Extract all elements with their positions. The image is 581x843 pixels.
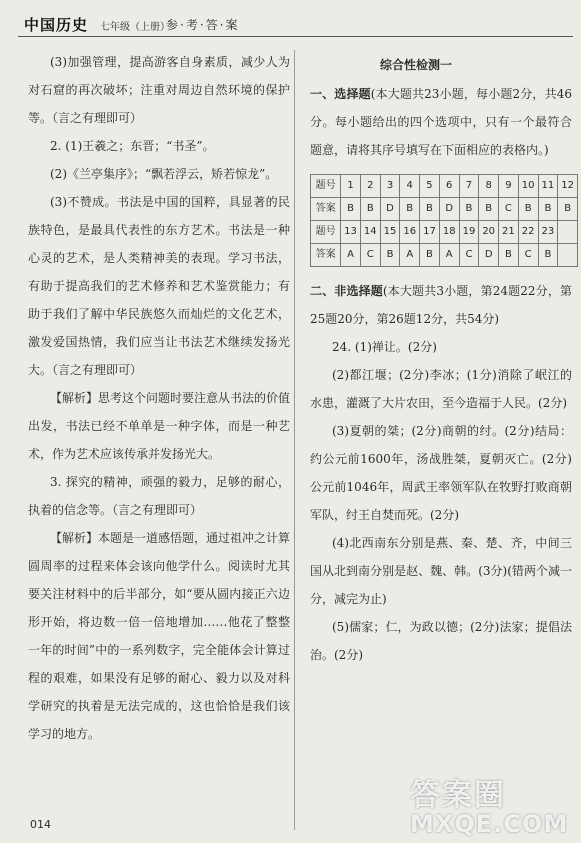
table-cell: 17 <box>420 221 440 244</box>
section-title: 综合性检测一 <box>380 58 453 72</box>
brand-title: 中国历史 <box>24 16 89 34</box>
left-paragraph: 2. (1)王羲之；东晋；“书圣”。 <box>50 139 215 153</box>
table-cell: 4 <box>400 175 420 198</box>
table-cell: B <box>420 198 440 221</box>
table-cell: 7 <box>459 175 479 198</box>
table-cell: 23 <box>538 221 558 244</box>
table-cell: C <box>360 244 380 267</box>
table-cell: 8 <box>479 175 499 198</box>
table-row <box>311 221 578 244</box>
table-cell: B <box>400 198 420 221</box>
table-cell: A <box>341 244 361 267</box>
left-paragraph: 3. 探究的精神，顽强的毅力，足够的耐心，执着的信念等。（言之有理即可） <box>28 475 290 517</box>
table-cell: A <box>439 244 459 267</box>
choice-intro <box>310 80 572 164</box>
table-cell: 3 <box>380 175 400 198</box>
table-cell: 21 <box>499 221 519 244</box>
left-paragraph: (2)《兰亭集序》；“飘若浮云，矫若惊龙”。 <box>50 167 278 181</box>
left-paragraph: 【解析】思考这个问题时要注意从书法的价值出发，书法已经不单单是一种字体，而是一种艺术，作为艺术应该传承并发扬光大。 <box>28 391 291 461</box>
table-cell: B <box>558 198 578 221</box>
table-cell: B <box>538 244 558 267</box>
answer-item: (4)北西南东分别是燕、秦、楚、齐，中间三国从北到南分别是赵、魏、韩。(3分)(错两个减一分，减完为止) <box>310 536 572 606</box>
table-cell: A <box>400 244 420 267</box>
row-label: 答案 <box>311 244 341 267</box>
table-cell: 20 <box>479 221 499 244</box>
column-divider <box>294 50 295 830</box>
table-cell: B <box>420 244 440 267</box>
table-cell: 16 <box>400 221 420 244</box>
table-cell: B <box>499 244 519 267</box>
watermark-logo <box>410 770 580 840</box>
left-column <box>28 48 290 748</box>
choice-heading: 一、选择题 <box>310 87 371 101</box>
watermark-bottom: MXQE.COM <box>410 810 569 838</box>
right-column <box>310 80 572 669</box>
watermark-top: 答案圈 <box>410 778 506 813</box>
answer-item: (5)儒家；仁，为政以德；(2分)法家；提倡法治。(2分) <box>310 620 572 662</box>
table-cell: 1 <box>341 175 361 198</box>
table-cell: 12 <box>558 175 578 198</box>
left-paragraph: (3)加强管理，提高游客自身素质，减少人为对石窟的再次破坏；注重对周边自然环境的保护等。（言之有理即可） <box>28 55 290 125</box>
page-number: 014 <box>30 818 51 831</box>
page-header <box>18 14 573 37</box>
table-cell: 6 <box>439 175 459 198</box>
row-label: 题号 <box>311 175 341 198</box>
table-cell: B <box>360 198 380 221</box>
table-cell: 13 <box>341 221 361 244</box>
table-cell: D <box>380 198 400 221</box>
answer-table <box>310 174 578 267</box>
table-cell: B <box>380 244 400 267</box>
table-cell: 5 <box>420 175 440 198</box>
table-cell: B <box>459 198 479 221</box>
left-paragraph: 【解析】本题是一道感悟题，通过祖冲之计算圆周率的过程来体会该向他学什么。阅读时尤其要关注材料中的后半部分，如“要从圆内接正六边形开始，将边数一倍一倍地增加……他花了整整一年的时间”中的一系列数字，完全能体会计算过程的艰难，如果没有足够的耐心、毅力以及对科学研究的执着是无法完成的，这也恰恰是我们该学习的地方。 <box>28 531 291 741</box>
answer-item: (2)都江堰；(2分)李冰；(1分)消除了岷江的水患，灌溉了大片农田，至今造福于人民。(2分) <box>310 368 572 410</box>
table-cell: 9 <box>499 175 519 198</box>
table-cell: B <box>479 198 499 221</box>
table-cell: 10 <box>518 175 538 198</box>
answers-title: 参·考·答·案 <box>166 18 240 32</box>
table-cell: C <box>459 244 479 267</box>
table-cell: B <box>538 198 558 221</box>
table-cell: D <box>479 244 499 267</box>
table-cell: D <box>439 198 459 221</box>
table-row <box>311 198 578 221</box>
answer-item: 24. (1)禅让。(2分) <box>332 340 437 354</box>
table-cell: 19 <box>459 221 479 244</box>
table-cell-empty <box>558 244 578 267</box>
nonchoice-desc: (本大题共3小题，第24题22分，第25题20分，第26题12分，共54分) <box>310 284 572 326</box>
nonchoice-intro <box>310 277 572 333</box>
table-cell: 11 <box>538 175 558 198</box>
grade-label: 七年级（上册） <box>100 22 170 33</box>
table-cell: 2 <box>360 175 380 198</box>
table-cell: B <box>341 198 361 221</box>
table-cell: 14 <box>360 221 380 244</box>
table-cell-empty <box>558 221 578 244</box>
table-row <box>311 244 578 267</box>
answer-item: (3)夏朝的桀；(2分)商朝的纣。(2分)结局：约公元前1600年，汤战胜桀，夏朝灭亡。(2分)公元前1046年，周武王率领军队在牧野打败商朝军队，纣王自焚而死。(2分) <box>310 424 572 522</box>
table-cell: C <box>518 244 538 267</box>
table-cell: 22 <box>518 221 538 244</box>
table-cell: 18 <box>439 221 459 244</box>
left-paragraph: (3)不赞成。书法是中国的国粹，具显著的民族特色，是最具代表性的东方艺术。书法是一种心灵的艺术，是人类精神美的表现。学习书法，有助于提高我们的艺术修养和艺术鉴赏能力；有助于我们了解中华民族悠久而灿烂的文化艺术，激发爱国热情，我们应当让书法艺术继续发扬光大。（言之有理即可） <box>28 195 290 377</box>
row-label: 答案 <box>311 198 341 221</box>
row-label: 题号 <box>311 221 341 244</box>
table-cell: C <box>499 198 519 221</box>
table-row <box>311 175 578 198</box>
choice-desc: (本大题共23小题，每小题2分，共46分。每小题给出的四个选项中，只有一个最符合题意，请将其序号填写在下面相应的表格内。) <box>310 87 572 157</box>
nonchoice-heading: 二、非选择题 <box>310 284 383 298</box>
table-cell: 15 <box>380 221 400 244</box>
table-cell: B <box>518 198 538 221</box>
